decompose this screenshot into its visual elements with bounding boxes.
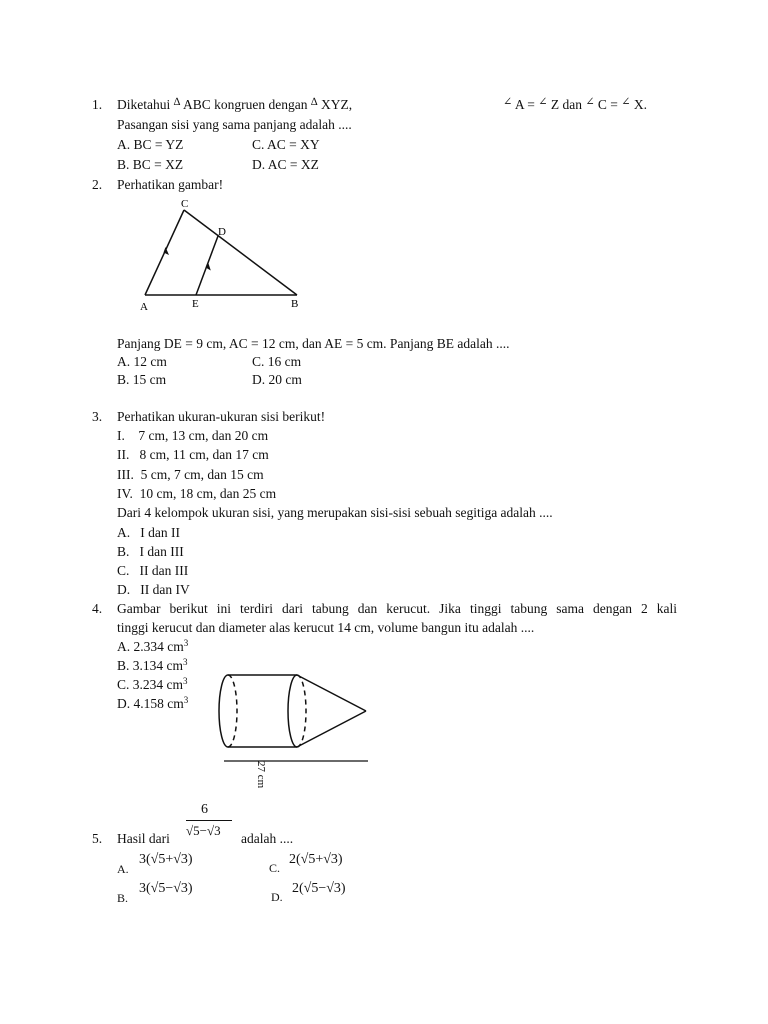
- cone-top-edge: [297, 675, 366, 711]
- q1-condition-part: X.: [633, 97, 648, 112]
- q2-option-a: A. 12 cm: [117, 354, 167, 369]
- unit-label: cm: [167, 639, 184, 654]
- q1-text-part: ABC kongruen dengan: [183, 97, 308, 112]
- q2-option-d: D. 20 cm: [252, 372, 302, 387]
- vertex-label-d: D: [218, 226, 226, 238]
- q1-condition-part: A =: [514, 97, 535, 112]
- q5-option-b-letter: B.: [117, 891, 129, 905]
- q4-option-value: A. 2.334: [117, 639, 164, 654]
- vertex-label-a: A: [140, 301, 148, 313]
- q3-line2: Dari 4 kelompok ukuran sisi, yang merupakan sisi-sisi sebuah segitiga adalah ....: [117, 505, 553, 520]
- q4-line1: Gambar berikut ini terdiri dari tabung dan kerucut. Jika tinggi tabung sama dengan 2 kali: [117, 601, 677, 616]
- q5-option-d-letter: D.: [271, 890, 283, 904]
- triangle-symbol-icon: ∆: [310, 96, 318, 108]
- q1-line2: Pasangan sisi yang sama panjang adalah ....: [117, 117, 352, 132]
- q4-option-value: D. 4.158: [117, 696, 164, 711]
- q4-number: 4.: [92, 601, 103, 616]
- q3-item: III. 5 cm, 7 cm, dan 15 cm: [117, 467, 264, 482]
- q3-option-c: C. II dan III: [117, 563, 189, 578]
- q3-number: 3.: [92, 409, 103, 424]
- triangle-symbol-icon: ∆: [173, 96, 181, 108]
- fraction-numerator: 6: [201, 802, 208, 817]
- q1-text-part: Diketahui: [117, 97, 171, 112]
- q1-condition: [503, 98, 647, 112]
- q4-line2: tinggi kerucut dan diameter alas kerucut 14 cm, volume bangun itu adalah ....: [117, 620, 535, 635]
- q2-number: 2.: [92, 177, 103, 192]
- vertex-label-e: E: [192, 298, 199, 310]
- q4-option-c: [117, 678, 188, 692]
- q1-number: 1.: [92, 97, 103, 112]
- unit-exponent: 3: [183, 695, 189, 705]
- q3-item: IV. 10 cm, 18 cm, dan 25 cm: [117, 486, 277, 501]
- q2-option-c: C. 16 cm: [252, 354, 302, 369]
- q5-option-a-letter: A.: [117, 862, 129, 876]
- q2-option-b: B. 15 cm: [117, 372, 167, 387]
- cone-bottom-edge: [297, 711, 366, 747]
- cylinder-cone-figure: [208, 668, 378, 783]
- q3-option-d: D. II dan IV: [117, 582, 190, 597]
- q1-option-c: C. AC = XY: [252, 137, 320, 152]
- angle-symbol-icon: ∠: [621, 96, 631, 108]
- q1-condition-part: Z dan: [550, 97, 582, 112]
- cylinder-right-front: [288, 675, 297, 747]
- angle-symbol-icon: ∠: [503, 96, 513, 108]
- q5-text-a: Hasil dari: [117, 831, 170, 846]
- cylinder-left-front: [219, 675, 228, 747]
- q1-option-a: A. BC = YZ: [117, 137, 184, 152]
- q5-option-a-expr: 3(√5+√3): [139, 852, 193, 867]
- unit-label: cm: [167, 696, 184, 711]
- unit-exponent: 3: [183, 638, 189, 648]
- cylinder-left-back: [228, 675, 237, 747]
- q4-option-value: B. 3.134: [117, 658, 164, 673]
- q3-option-b: B. I dan III: [117, 544, 184, 559]
- unit-label: cm: [166, 658, 184, 673]
- q5-option-c-letter: C.: [269, 861, 281, 875]
- q3-item: II. 8 cm, 11 cm, dan 17 cm: [117, 447, 269, 462]
- q4-option-d: [117, 697, 188, 711]
- dimension-label: 27 cm: [255, 761, 267, 789]
- unit-exponent: 3: [183, 676, 188, 686]
- q5-option-d-expr: 2(√5−√3): [292, 881, 346, 896]
- q1-option-d: D. AC = XZ: [252, 157, 319, 172]
- q5-option-c-expr: 2(√5+√3): [289, 852, 343, 867]
- q2-line2: Panjang DE = 9 cm, AC = 12 cm, dan AE = 5 cm. Panjang BE adalah ....: [117, 336, 510, 351]
- fraction-denominator: √5−√3: [186, 823, 221, 838]
- q4-option-a: [117, 640, 188, 654]
- unit-label: cm: [166, 677, 184, 692]
- unit-exponent: 3: [183, 657, 188, 667]
- q3-item: I. 7 cm, 13 cm, dan 20 cm: [117, 428, 269, 443]
- fraction-bar: [186, 820, 232, 821]
- q1-condition-part: C =: [597, 97, 618, 112]
- q1-option-b: B. BC = XZ: [117, 157, 184, 172]
- q3-text: Perhatikan ukuran-ukuran sisi berikut!: [117, 409, 326, 424]
- cylinder-right-back: [297, 675, 306, 747]
- q4-option-b: [117, 659, 188, 673]
- angle-symbol-icon: ∠: [585, 96, 595, 108]
- vertex-label-c: C: [181, 198, 189, 210]
- q1-text-part: XYZ,: [320, 97, 353, 112]
- vertex-label-b: B: [291, 298, 299, 310]
- q1-text: [117, 98, 352, 112]
- q5-number: 5.: [92, 831, 103, 846]
- q5-option-b-expr: 3(√5−√3): [139, 881, 193, 896]
- q3-option-a: A. I dan II: [117, 525, 180, 540]
- q4-option-value: C. 3.234: [117, 677, 164, 692]
- angle-symbol-icon: ∠: [538, 96, 548, 108]
- q2-text: Perhatikan gambar!: [117, 177, 224, 192]
- triangle-figure: [130, 195, 320, 320]
- q5-text-b: adalah ....: [241, 831, 294, 846]
